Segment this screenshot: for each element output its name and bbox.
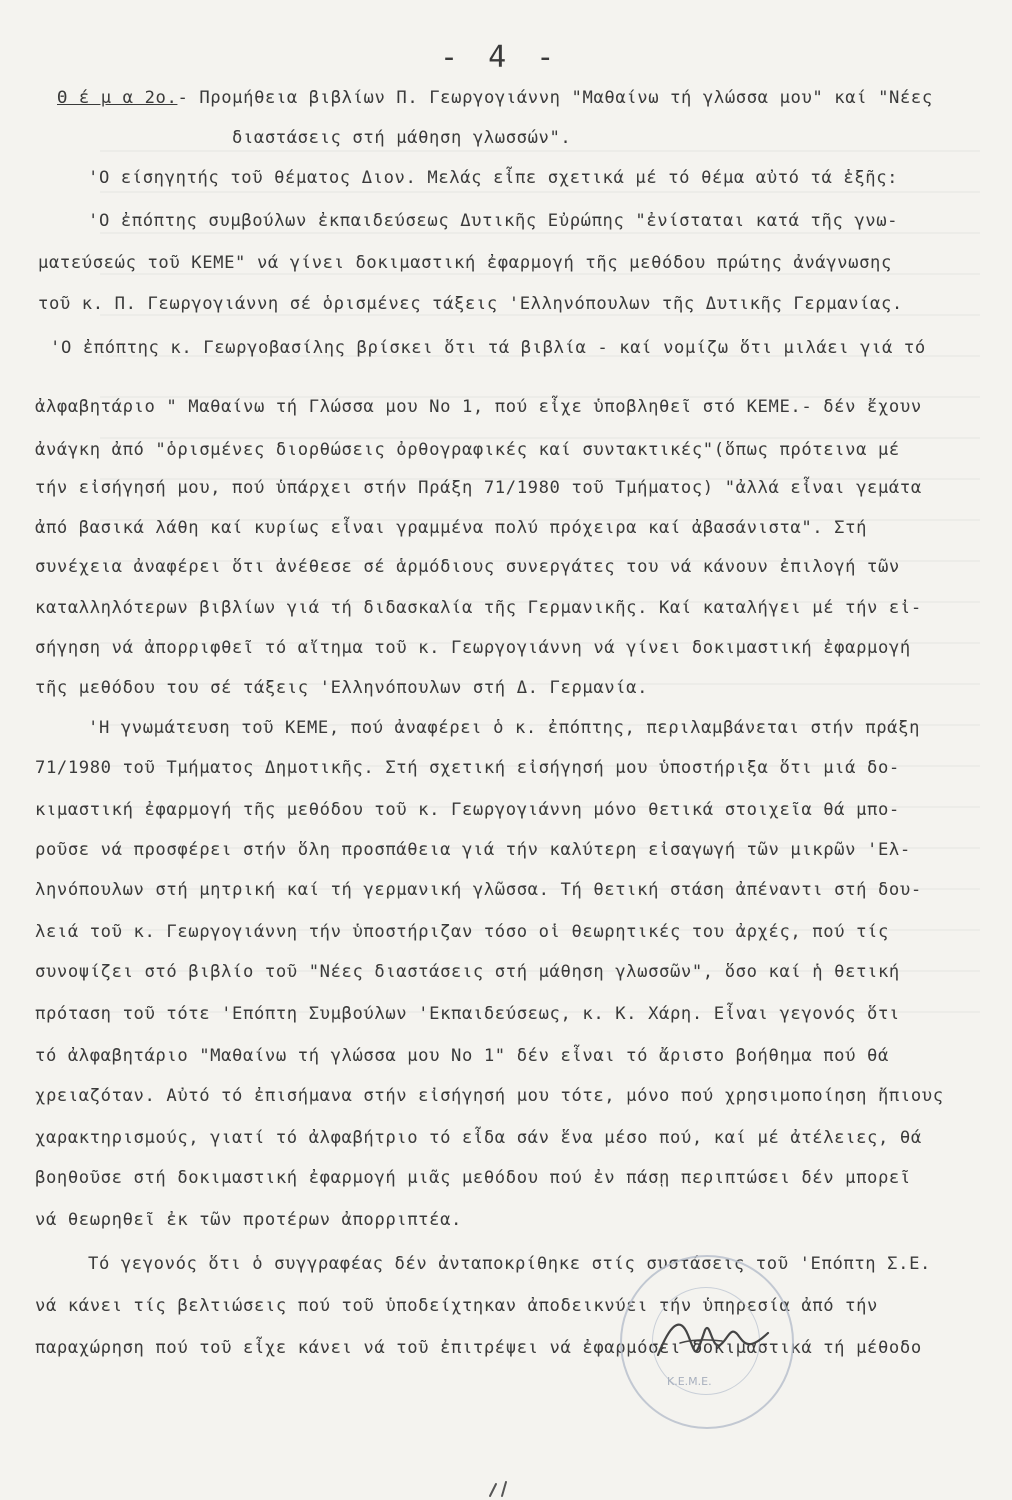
text-line: 'Η γνωμάτευση τοῦ ΚΕΜΕ, πού ἀναφέρει ὁ κ. ἐπόπτης, περιλαμβάνεται στήν πράξη xyxy=(88,718,921,738)
text-line: ροῦσε νά προσφέρει στήν ὅλη προσπάθεια γιά τήν καλύτερη εἰσαγωγή τῶν μικρῶν 'Ελ- xyxy=(35,840,911,860)
text-line: χαρακτηρισμούς, γιατί τό ἀλφαβήτριο τό εἶδα σάν ἕνα μέσο πού, καί μέ ἀτέλειες, θά xyxy=(35,1128,922,1148)
text-line: λειά τοῦ κ. Γεωργογιάννη τήν ὑποστήριζαν τόσο οἱ θεωρητικές του ἀρχές, πού τίς xyxy=(35,922,889,942)
text-line: 71/1980 τοῦ Τμήματος Δημοτικῆς. Στή σχετική εἰσήγησή μου ὑποστήριξα ὅτι μιά δο- xyxy=(35,758,900,778)
handwritten-signature xyxy=(650,1305,780,1375)
text-line: ἀπό βασικά λάθη καί κυρίως εἶναι γραμμένα πολύ πρόχειρα καί ἀβασάνιστα". Στή xyxy=(35,518,868,538)
text-line: 'Ο ἐπόπτης κ. Γεωργοβασίλης βρίσκει ὅτι τά βιβλία - καί νομίζω ὅτι μιλάει γιά τό xyxy=(50,338,926,358)
text-line: συνέχεια ἀναφέρει ὅτι ἀνέθεσε σέ ἁρμόδιους συνεργάτες του νά κάνουν ἐπιλογή τῶν xyxy=(35,557,900,577)
seal-text: Κ.Ε.Μ.Ε. xyxy=(667,1375,712,1388)
text-line: 'Ο ἐπόπτης συμβούλων ἐκπαιδεύσεως Δυτικῆς Εὐρώπης "ἐνίσταται κατά τῆς γνω- xyxy=(88,211,899,231)
text-line: ληνόπουλων στή μητρική καί τή γερμανική γλῶσσα. Τή θετική στάση ἀπέναντι στή δου- xyxy=(35,880,922,900)
text-line: Τό γεγονός ὅτι ὁ συγγραφέας δέν ἀνταποκρίθηκε στίς συστάσεις τοῦ 'Επόπτη Σ.Ε. xyxy=(88,1254,931,1274)
text-line: νά κάνει τίς βελτιώσεις πού τοῦ ὑποδείχτηκαν ἀποδεικνύει τήν ὑπηρεσία ἀπό τήν xyxy=(35,1296,878,1316)
text-line: τοῦ κ. Π. Γεωργογιάννη σέ ὁρισμένες τάξεις 'Ελληνόπουλων τῆς Δυτικῆς Γερμανίας. xyxy=(38,294,903,314)
text-line: βοηθοῦσε στή δοκιμαστική ἐφαρμογή μιᾶς μεθόδου πού ἐν πάσῃ περιπτώσει δέν μπορεῖ xyxy=(35,1168,911,1188)
text-line: τό ἀλφαβητάριο "Μαθαίνω τή γλώσσα μου Νο 1" δέν εἶναι τό ἄριστο βοήθημα πού θά xyxy=(35,1046,889,1066)
text-line xyxy=(57,88,933,108)
page-mark xyxy=(482,1478,522,1498)
text-line: ἀλφαβητάριο " Μαθαίνω τή Γλώσσα μου Νο 1, πού εἶχε ὑποβληθεῖ στό ΚΕΜΕ.- δέν ἔχουν xyxy=(35,397,922,417)
topic-title: - Προμήθεια βιβλίων Π. Γεωργογιάννη "Μαθαίνω τή γλώσσα μου" καί "Νέες xyxy=(177,88,933,108)
text-line: νά θεωρηθεῖ ἐκ τῶν προτέρων ἀπορριπτέα. xyxy=(35,1210,462,1230)
text-line: συνοψίζει στό βιβλίο τοῦ "Νέες διαστάσεις στή μάθηση γλωσσῶν", ὅσο καί ἡ θετική xyxy=(35,962,900,982)
text-line: διαστάσεις στή μάθηση γλωσσών". xyxy=(232,128,572,148)
text-line: 'Ο είσηγητής τοῦ θέματος Διον. Μελάς εἶπε σχετικά μέ τό θέμα αὐτό τά ἑξῆς: xyxy=(88,168,899,188)
text-line: κιμαστική ἐφαρμογή τῆς μεθόδου τοῦ κ. Γεωργογιάννη μόνο θετικά στοιχεῖα θά μπο- xyxy=(35,800,900,820)
page-number: - 4 - xyxy=(440,40,561,75)
topic-label: Θ έ μ α 2ο. xyxy=(57,88,178,108)
text-line: τήν εἰσήγησή μου, πού ὑπάρχει στήν Πράξη 71/1980 τοῦ Τμήματος) "ἀλλά εἶναι γεμάτα xyxy=(35,478,922,498)
text-line: παραχώρηση πού τοῦ εἶχε κάνει νά τοῦ ἐπιτρέψει νά ἐφαρμόσει δοκιμαστικά τή μέθοδο xyxy=(35,1338,922,1358)
text-line: χρειαζόταν. Αὐτό τό ἐπισήμανα στήν εἰσήγησή μου τότε, μόνο πού χρησιμοποίηση ἤπιους xyxy=(35,1086,944,1106)
text-line: σήγηση νά ἀπορριφθεῖ τό αἴτημα τοῦ κ. Γεωργογιάννη νά γίνει δοκιμαστική ἐφαρμογή xyxy=(35,638,911,658)
text-line: πρόταση τοῦ τότε 'Επόπτη Συμβούλων 'Εκπαιδεύσεως, κ. Κ. Χάρη. Εἶναι γεγονός ὅτι xyxy=(35,1004,900,1024)
text-line: τῆς μεθόδου του σέ τάξεις 'Ελληνόπουλων στή Δ. Γερμανία. xyxy=(35,678,649,698)
text-line: ματεύσεώς τοῦ ΚΕΜΕ" νά γίνει δοκιμαστική ἐφαρμογή τῆς μεθόδου πρώτης ἀνάγνωσης xyxy=(38,253,892,273)
text-line: καταλληλότερων βιβλίων γιά τή διδασκαλία τῆς Γερμανικῆς. Καί καταλήγει μέ τήν εἰ- xyxy=(35,598,922,618)
text-line: ἀνάγκη ἀπό "ὁρισμένες διορθώσεις ὀρθογραφικές καί συντακτικές"(ὅπως πρότεινα μέ xyxy=(35,440,900,460)
